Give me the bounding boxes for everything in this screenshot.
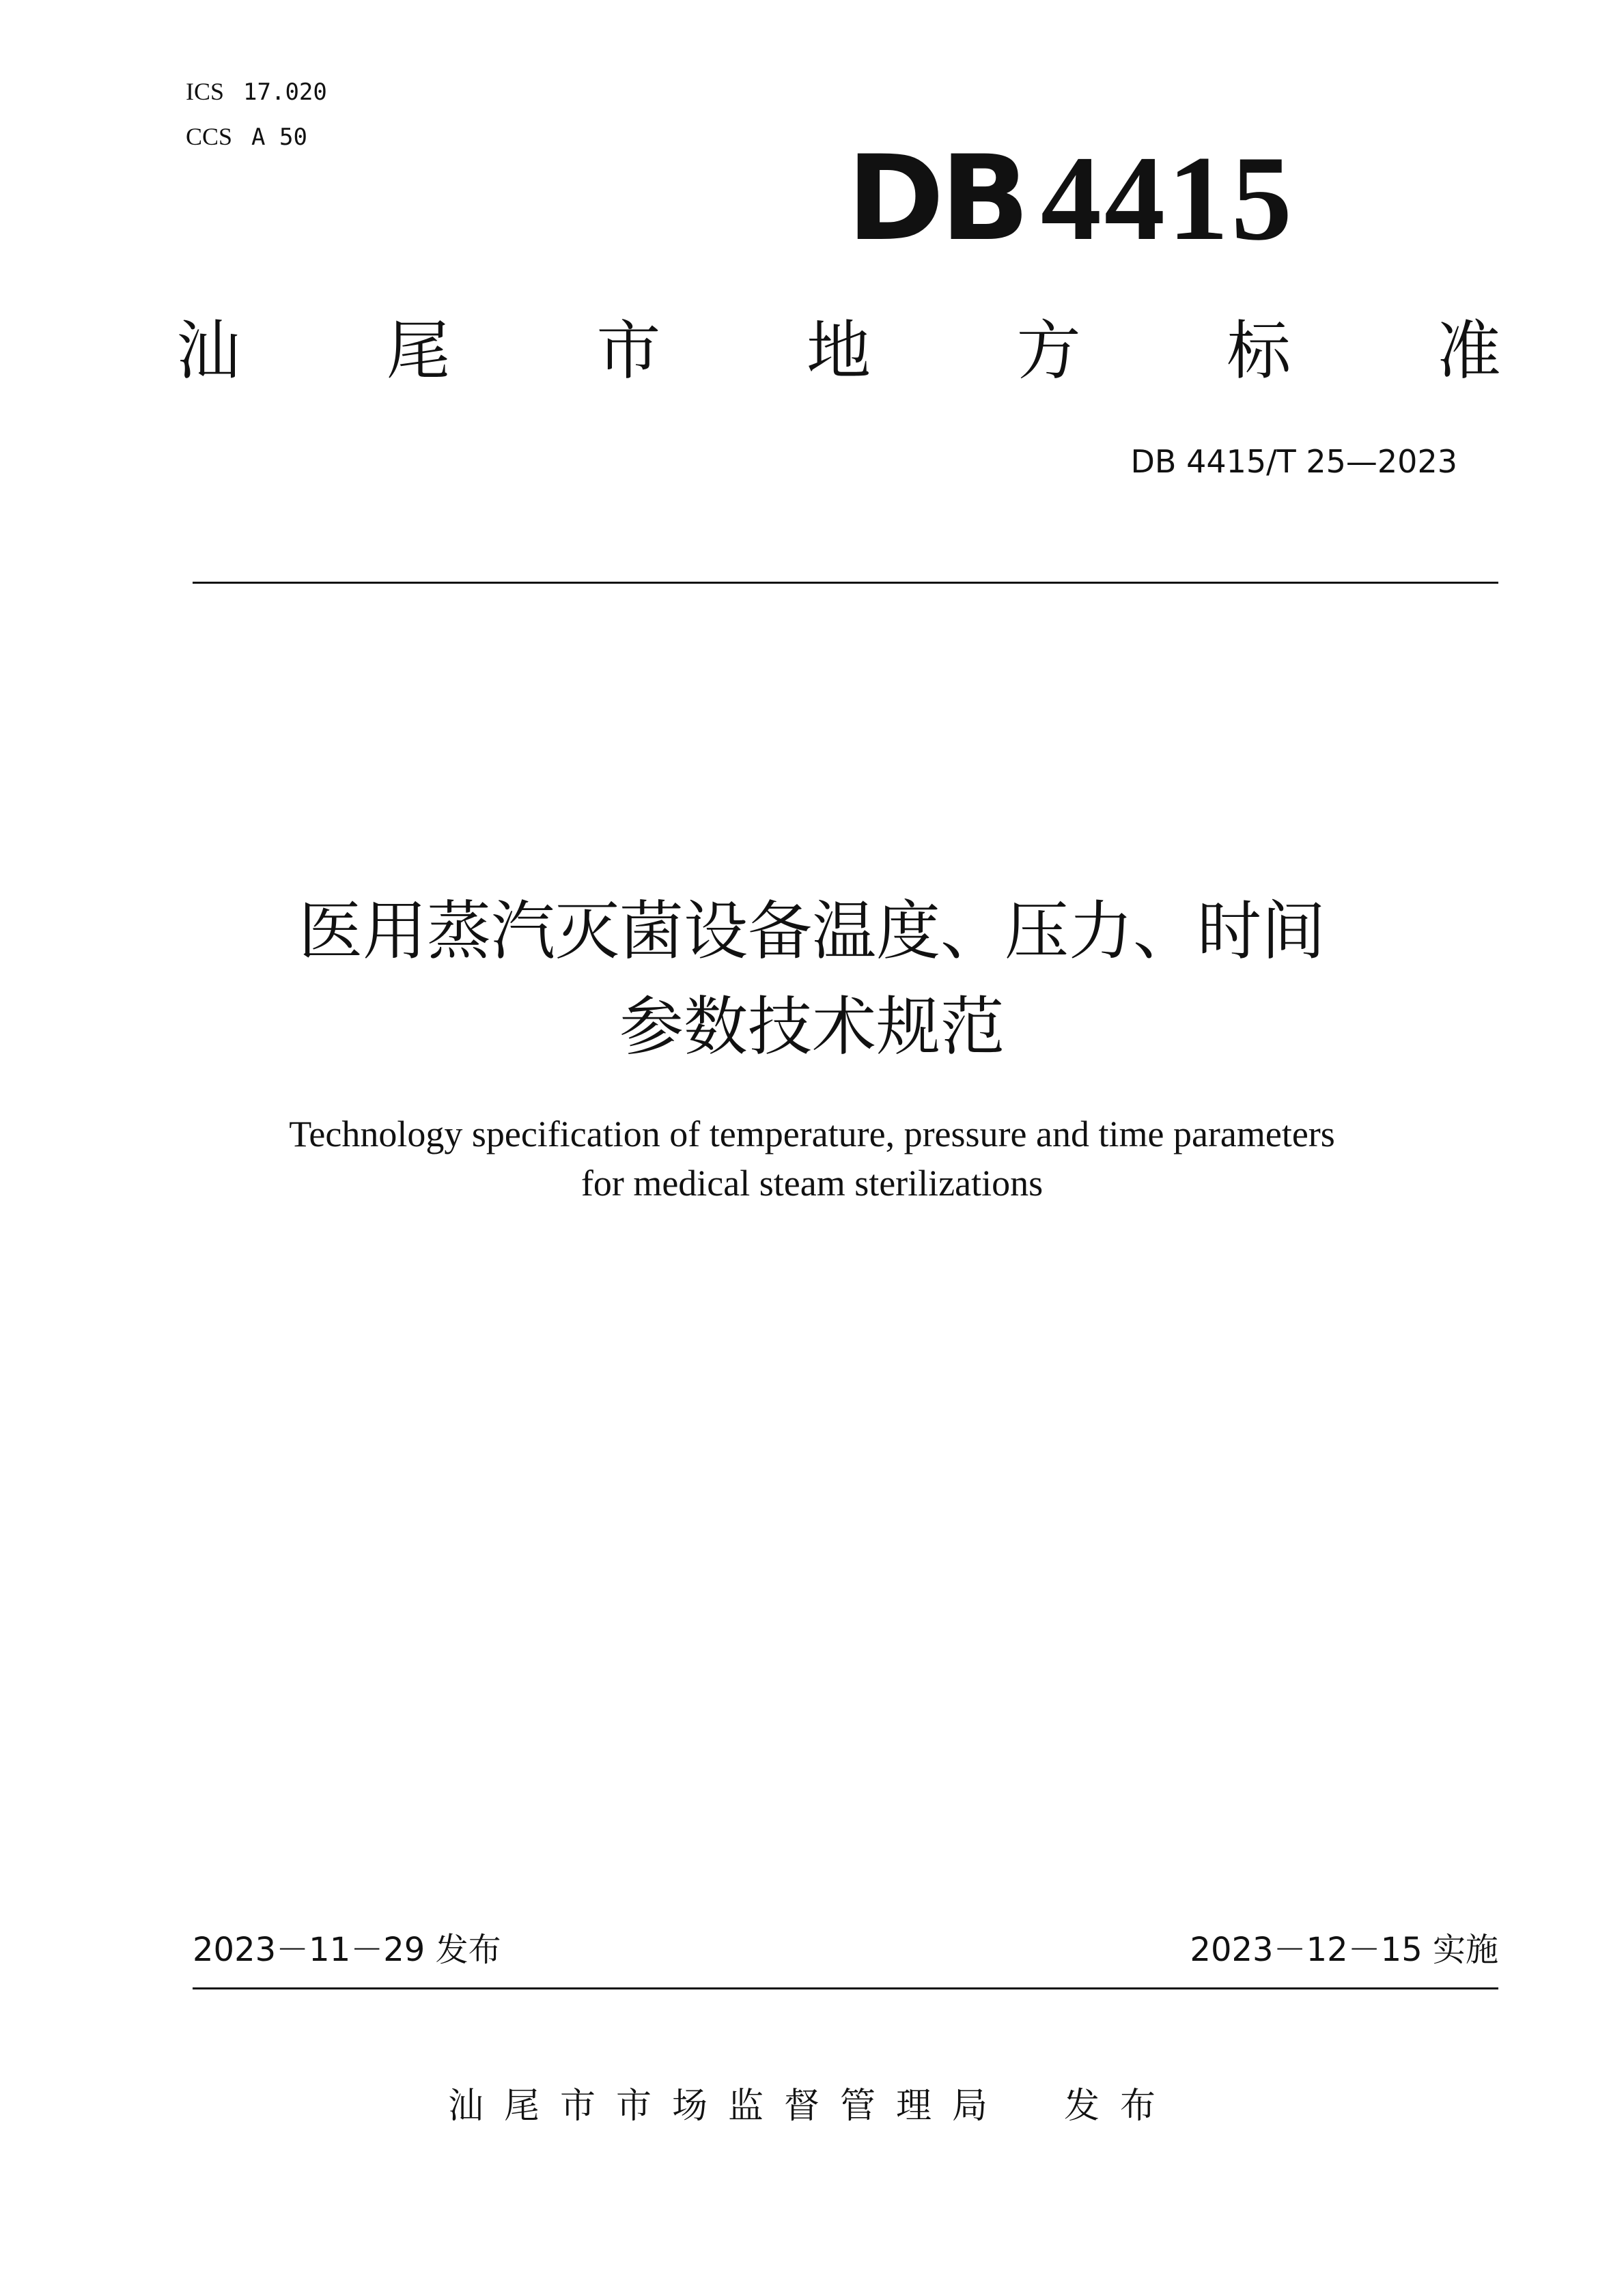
ccs-label: CCS bbox=[186, 123, 233, 150]
ccs-line bbox=[186, 122, 307, 152]
standard-type-char: 尾 bbox=[386, 314, 451, 388]
logo-letters: DB bbox=[847, 130, 1026, 267]
ics-line bbox=[186, 76, 327, 107]
ccs-code: A 50 bbox=[251, 124, 307, 151]
standard-type-char: 地 bbox=[806, 314, 871, 388]
issuing-authority: 汕尾市市场监督管理局 发布 bbox=[447, 2086, 1176, 2127]
header-divider bbox=[193, 582, 1498, 584]
standard-type-char: 标 bbox=[1227, 314, 1291, 388]
document-title-cn bbox=[0, 884, 1624, 1075]
standard-type-char: 方 bbox=[1016, 314, 1081, 388]
publish-date: 2023－11－29 发布 bbox=[193, 1931, 501, 1969]
title-cn-line2: 参数技术规范 bbox=[619, 990, 1005, 1064]
title-en-line1: Technology specification of temperature, pressure and time parameters bbox=[289, 1114, 1335, 1154]
logo-number: 4415 bbox=[1040, 130, 1295, 266]
ics-code: 17.020 bbox=[243, 79, 327, 106]
standard-type-char: 市 bbox=[596, 314, 661, 388]
standard-type-char: 准 bbox=[1436, 314, 1501, 388]
standard-type-title bbox=[176, 311, 1501, 393]
db-logo bbox=[847, 130, 1380, 267]
document-title-en bbox=[0, 1109, 1624, 1208]
implement-date: 2023－12－15 实施 bbox=[1190, 1931, 1498, 1969]
standard-type-char: 汕 bbox=[176, 314, 241, 388]
standard-number: DB 4415/T 25—2023 bbox=[1130, 443, 1457, 480]
title-cn-line1: 医用蒸汽灭菌设备温度、压力、时间 bbox=[298, 894, 1326, 969]
title-en-line2: for medical steam sterilizations bbox=[580, 1163, 1044, 1204]
footer-divider bbox=[193, 1987, 1498, 1989]
ics-label: ICS bbox=[186, 78, 225, 105]
